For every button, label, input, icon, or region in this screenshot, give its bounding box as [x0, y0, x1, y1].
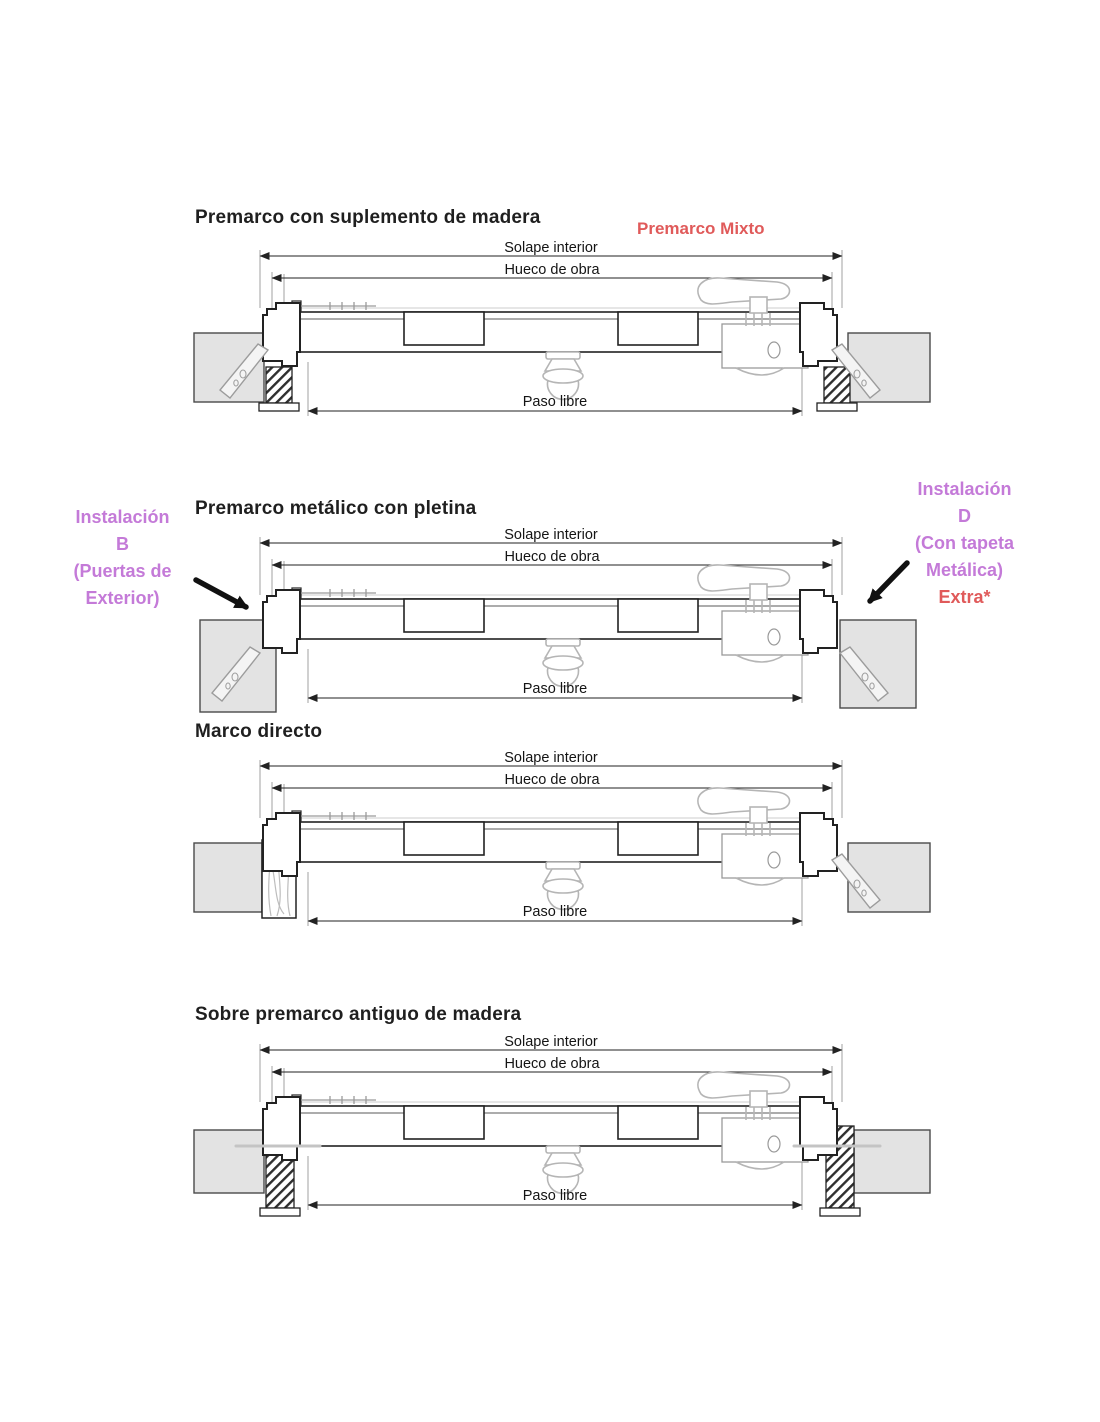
- annotation-line: (Puertas de: [73, 561, 172, 581]
- section-title-marco-directo: Marco directo: [195, 721, 323, 742]
- cross-section-premarco-suplemento: [180, 240, 936, 445]
- annotation-arrow-left-icon: [196, 580, 246, 607]
- annotation-extra: Extra*: [938, 587, 991, 607]
- annotation-line: B: [116, 534, 129, 554]
- dim-label-solape-interior: Solape interior: [504, 750, 598, 766]
- dim-label-paso-libre: Paso libre: [522, 394, 588, 410]
- cross-section-premarco-antiguo: [180, 1034, 936, 1239]
- annotation-line: Exterior): [85, 588, 160, 608]
- cross-section-premarco-metalico: [180, 527, 936, 732]
- dim-label-paso-libre: Paso libre: [522, 904, 588, 920]
- annotation-line: D: [958, 506, 971, 526]
- section-title-premarco-metalico: Premarco metálico con pletina: [195, 498, 477, 519]
- annotation-line: Instalación: [917, 479, 1012, 499]
- annotation-arrow-right-icon: [870, 563, 907, 601]
- dim-label-solape-interior: Solape interior: [504, 240, 598, 256]
- dim-label-hueco-de-obra: Hueco de obra: [504, 772, 600, 788]
- cross-section-marco-directo: [180, 750, 936, 955]
- dim-label-paso-libre: Paso libre: [522, 1188, 588, 1204]
- dim-label-hueco-de-obra: Hueco de obra: [504, 1056, 600, 1072]
- door-leaf-assembly: [263, 1072, 837, 1193]
- annotation-line: Instalación: [75, 507, 170, 527]
- dim-label-solape-interior: Solape interior: [504, 527, 598, 543]
- dim-label-hueco-de-obra: Hueco de obra: [504, 549, 600, 565]
- door-leaf-assembly: [263, 278, 837, 399]
- dim-label-hueco-de-obra: Hueco de obra: [504, 262, 600, 278]
- section-title-premarco-antiguo: Sobre premarco antiguo de madera: [195, 1004, 522, 1025]
- door-leaf-assembly: [263, 565, 837, 686]
- dim-label-solape-interior: Solape interior: [504, 1034, 598, 1050]
- annotation-line: Metálica): [925, 560, 1004, 580]
- annotation-line: (Con tapeta: [915, 533, 1014, 553]
- door-leaf-assembly: [263, 788, 837, 909]
- section-title-premarco-suplemento: Premarco con suplemento de madera: [195, 207, 541, 228]
- dim-label-paso-libre: Paso libre: [522, 681, 588, 697]
- annotation-premarco-mixto: Premarco Mixto: [637, 219, 765, 238]
